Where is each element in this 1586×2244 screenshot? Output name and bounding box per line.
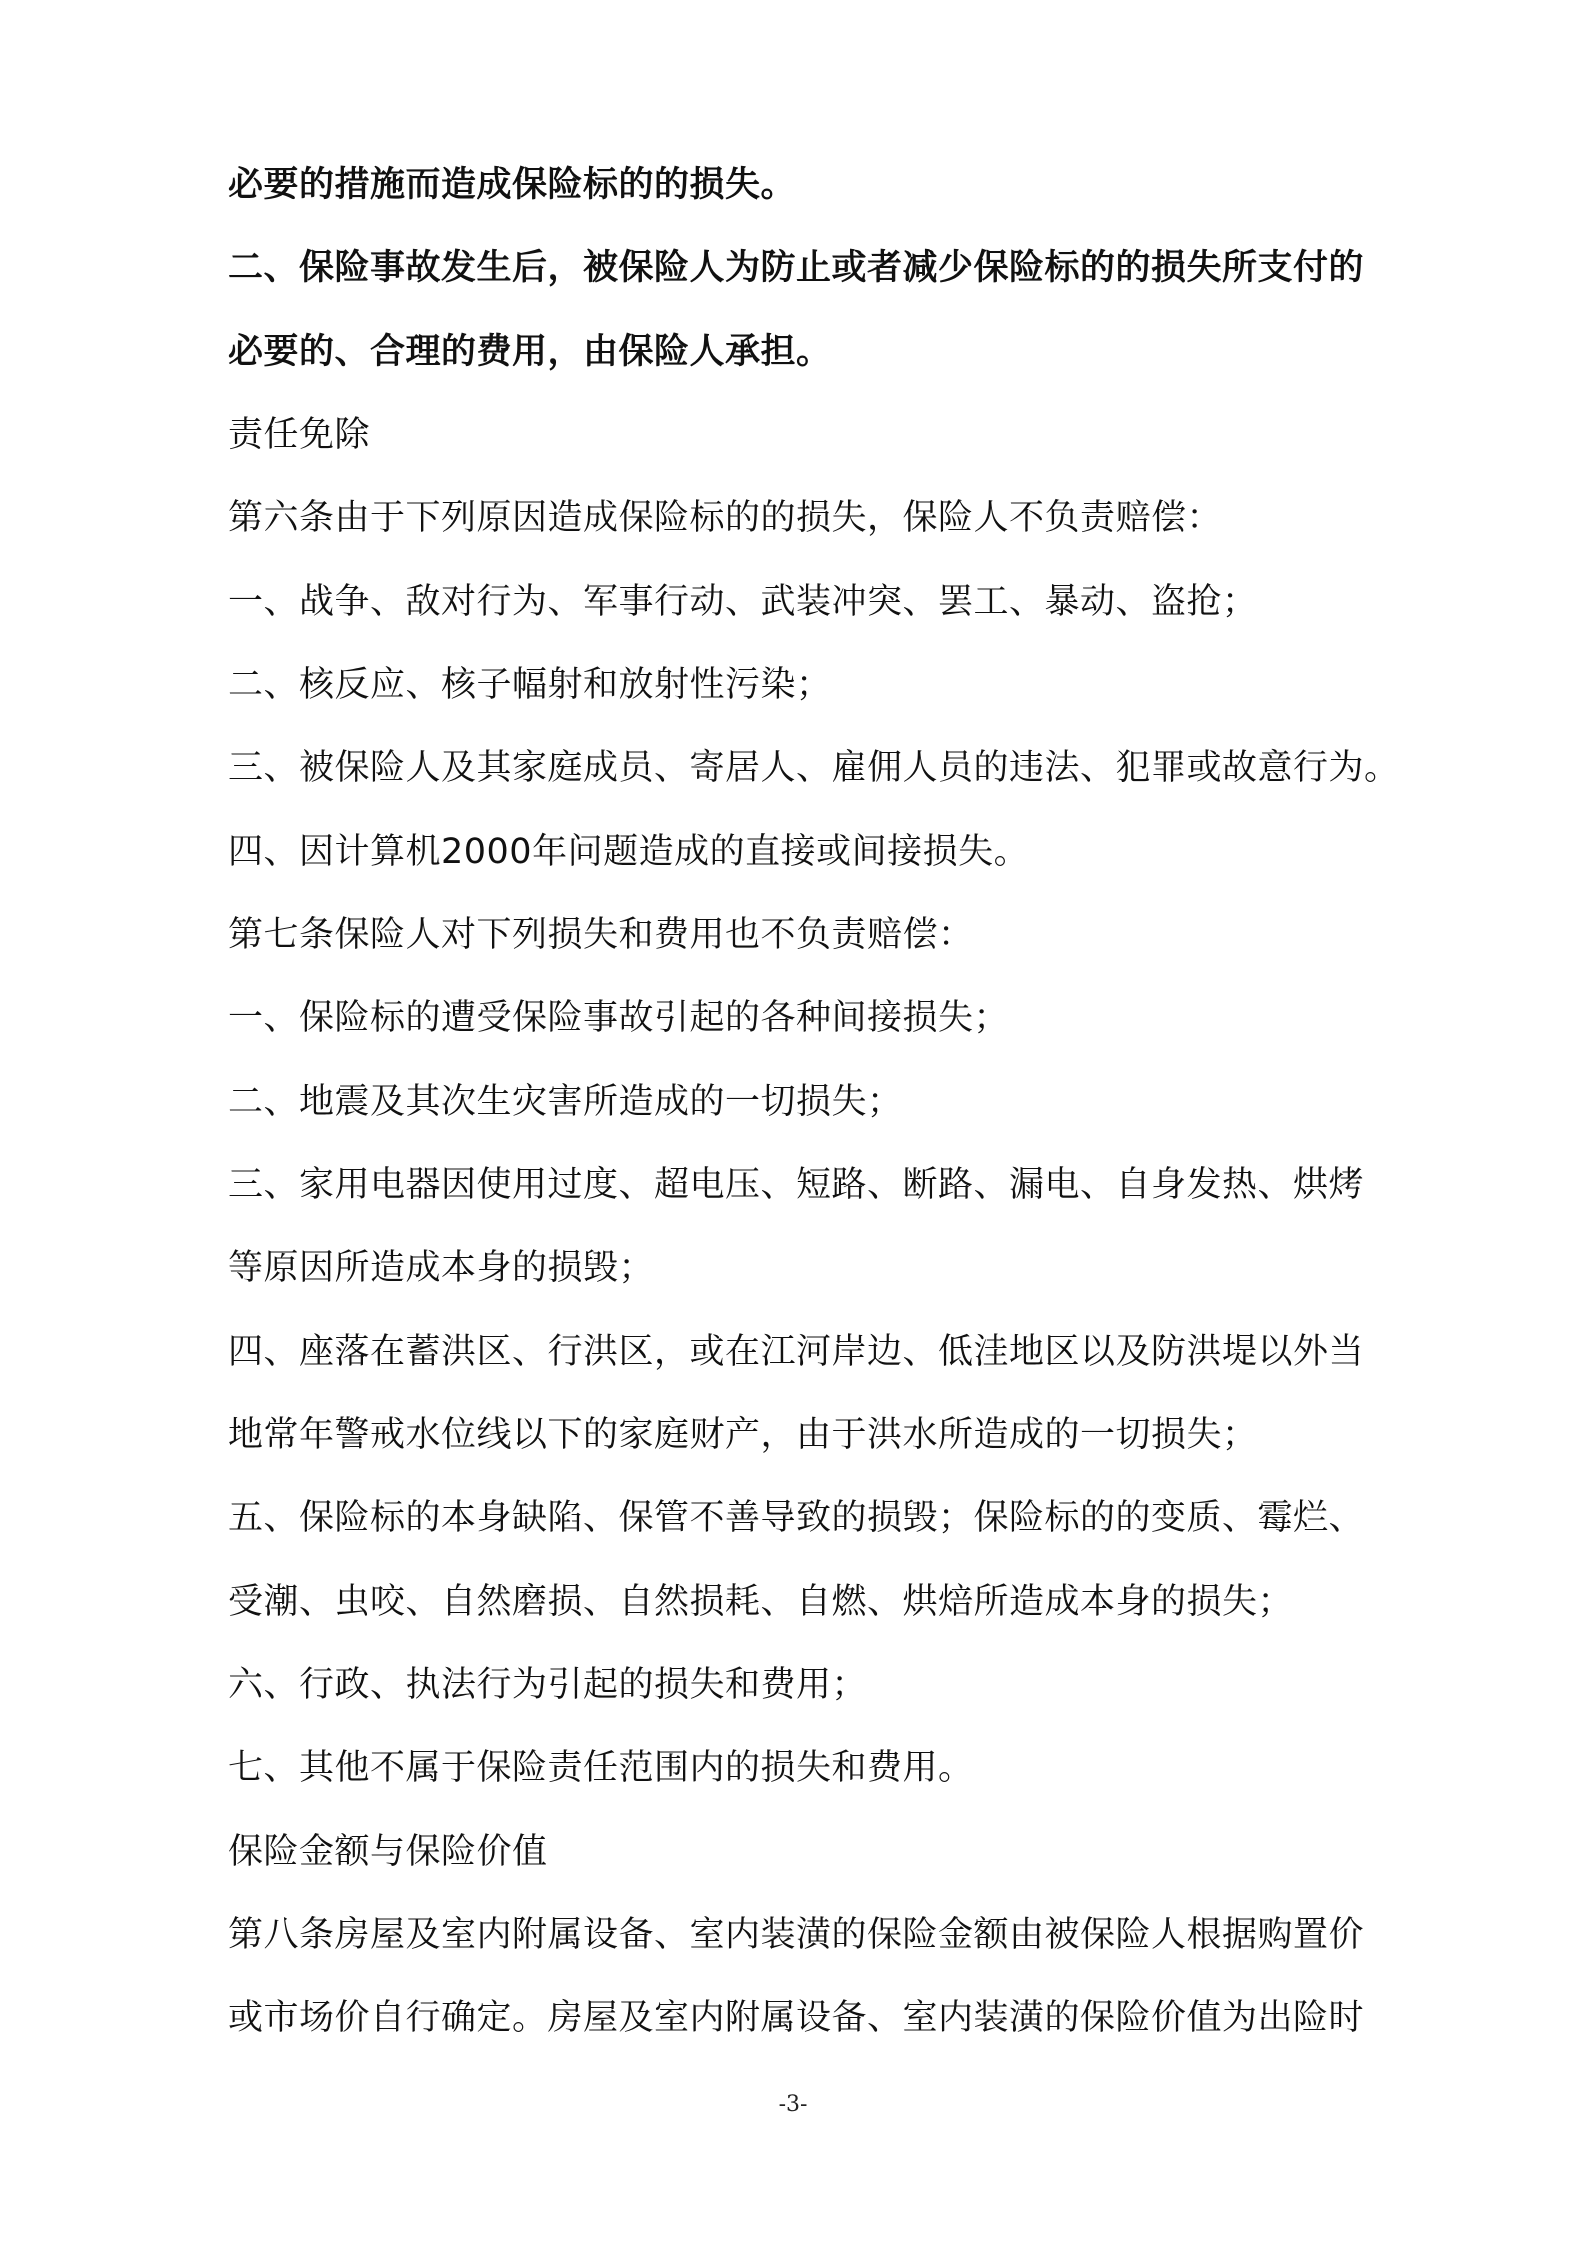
text-line: 必要的措施而造成保险标的的损失。 (228, 165, 797, 205)
text-line: 受潮、虫咬、自然磨损、自然损耗、自燃、烘焙所造成本身的损失； (228, 1582, 1294, 1622)
text-line: 一、战争、敌对行为、军事行动、武装冲突、罢工、暴动、盗抢； (228, 582, 1258, 622)
text-line: 一、保险标的遭受保险事故引起的各种间接损失； (228, 998, 1010, 1038)
page-number: -3- (778, 2092, 808, 2117)
text-line: 四、座落在蓄洪区、行洪区，或在江河岸边、低洼地区以及防洪堤以外当 (228, 1332, 1365, 1372)
text-line: 第八条房屋及室内附属设备、室内装潢的保险金额由被保险人根据购置价 (228, 1915, 1365, 1955)
text-line: 第七条保险人对下列损失和费用也不负责赔偿： (228, 915, 974, 955)
text-line: 二、地震及其次生灾害所造成的一切损失； (228, 1082, 903, 1122)
text-line: 地常年警戒水位线以下的家庭财产，由于洪水所造成的一切损失； (228, 1415, 1258, 1455)
text-line: 六、行政、执法行为引起的损失和费用； (228, 1665, 868, 1705)
section-heading: 保险金额与保险价值 (228, 1832, 548, 1872)
text-line: 五、保险标的本身缺陷、保管不善导致的损毁；保险标的的变质、霉烂、 (228, 1498, 1365, 1538)
text-line: 二、保险事故发生后，被保险人为防止或者减少保险标的的损失所支付的 (228, 248, 1365, 288)
text-line: 四、因计算机2000年问题造成的直接或间接损失。 (228, 832, 1030, 872)
text-line: 二、核反应、核子幅射和放射性污染； (228, 665, 832, 705)
text-line: 三、家用电器因使用过度、超电压、短路、断路、漏电、自身发热、烘烤 (228, 1165, 1365, 1205)
text-line: 七、其他不属于保险责任范围内的损失和费用。 (228, 1748, 974, 1788)
text-line: 或市场价自行确定。房屋及室内附属设备、室内装潢的保险价值为出险时 (228, 1998, 1365, 2038)
text-line: 第六条由于下列原因造成保险标的的损失，保险人不负责赔偿： (228, 498, 1223, 538)
text-line: 必要的、合理的费用，由保险人承担。 (228, 332, 832, 372)
text-line: 三、被保险人及其家庭成员、寄居人、雇佣人员的违法、犯罪或故意行为。 (228, 748, 1400, 788)
text-line: 等原因所造成本身的损毁； (228, 1248, 655, 1288)
section-heading: 责任免除 (228, 415, 371, 455)
